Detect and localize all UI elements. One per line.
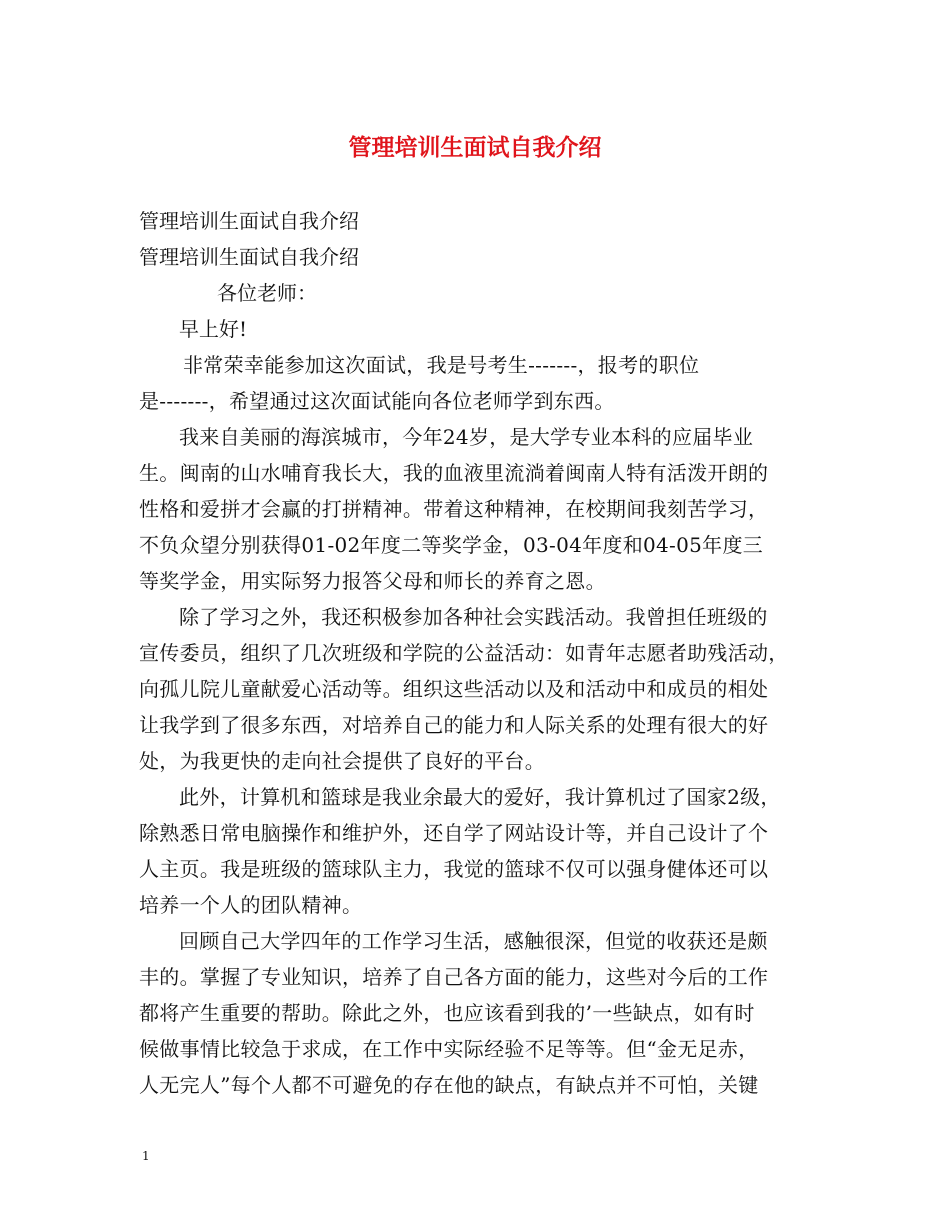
paragraph-line: 让我学到了很多东西，对培养自己的能力和人际关系的处理有很大的好	[139, 713, 769, 737]
paragraph-line: 除熟悉日常电脑操作和维护外，还自学了网站设计等，并自己设计了个	[139, 821, 769, 845]
paragraph-line: 人主页。我是班级的篮球队主力，我觉的篮球不仅可以强身健体还可以	[139, 857, 769, 881]
paragraph-line: 非常荣幸能参加这次面试，我是号考生-------，报考的职位	[183, 353, 700, 377]
paragraph-line: 丰的。掌握了专业知识，培养了自己各方面的能力，这些对今后的工作	[139, 965, 769, 989]
paragraph-line: 生。闽南的山水哺育我长大，我的血液里流淌着闽南人特有活泼开朗的	[139, 461, 769, 485]
paragraph-line: 不负众望分别获得01-02年度二等奖学金，03-04年度和04-05年度三	[139, 533, 764, 557]
paragraph-line: 回顾自己大学四年的工作学习生活，感触很深，但觉的收获还是颇	[179, 929, 768, 953]
paragraph-line: 向孤儿院儿童献爱心活动等。组织这些活动以及和活动中和成员的相处	[139, 677, 769, 701]
salutation: 各位老师：	[217, 281, 317, 305]
document-title: 管理培训生面试自我介绍	[348, 134, 602, 161]
paragraph-line: 此外，计算机和篮球是我业余最大的爱好，我计算机过了国家2级，	[179, 785, 781, 809]
paragraph-line: 性格和爱拼才会赢的打拼精神。带着这种精神，在校期间我刻苦学习，	[139, 497, 769, 521]
subtitle-line: 管理培训生面试自我介绍	[139, 209, 359, 233]
paragraph-line: 除了学习之外，我还积极参加各种社会实践活动。我曾担任班级的	[179, 605, 768, 629]
document-body	[139, 203, 829, 1103]
paragraph-line: 处，为我更快的走向社会提供了良好的平台。	[139, 749, 545, 773]
paragraph-line: 人无完人”每个人都不可避免的存在他的缺点，有缺点并不可怕，关键	[139, 1073, 759, 1097]
paragraph-line: 候做事情比较急于求成，在工作中实际经验不足等等。但“金无足赤，	[139, 1037, 759, 1061]
subtitle-line: 管理培训生面试自我介绍	[139, 245, 359, 269]
page-number: 1	[142, 1149, 150, 1163]
paragraph-line: 是-------，希望通过这次面试能向各位老师学到东西。	[139, 389, 615, 413]
paragraph-line: 培养一个人的团队精神。	[139, 893, 363, 917]
paragraph-line: 我来自美丽的海滨城市，今年24岁，是大学专业本科的应届毕业	[179, 425, 754, 449]
paragraph-line: 都将产生重要的帮助。除此之外，也应该看到我的’一些缺点，如有时	[139, 1001, 755, 1025]
paragraph-line: 等奖学金，用实际努力报答父母和师长的养育之恩。	[139, 569, 606, 593]
paragraph-line: 宣传委员，组织了几次班级和学院的公益活动：如青年志愿者助残活动，	[139, 641, 789, 665]
greeting: 早上好!	[179, 317, 248, 341]
